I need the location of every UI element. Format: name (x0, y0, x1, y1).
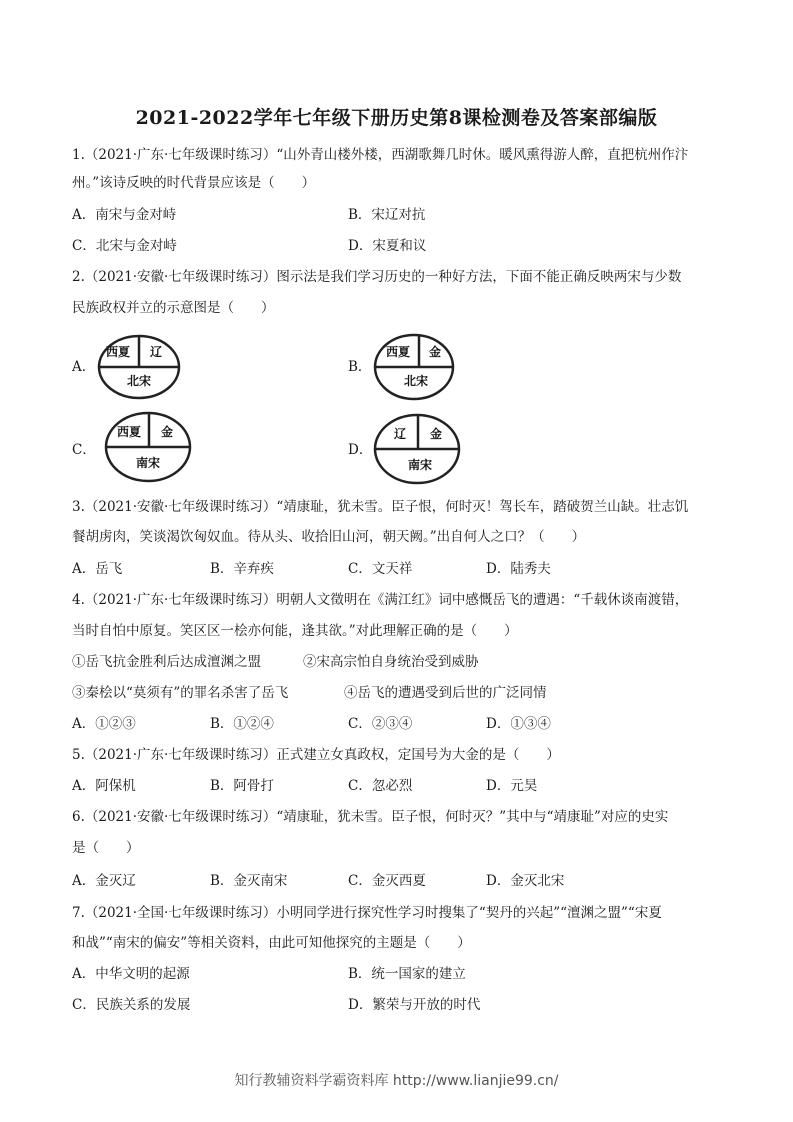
diagram-a-bottom: 北宋 (126, 374, 152, 388)
q2-option-b-letter: B． (348, 359, 372, 375)
q2-option-c-letter: C． (72, 442, 96, 458)
q6-option-a: A．金灭辽 (72, 873, 136, 889)
q2-diagram-b (371, 332, 457, 406)
diagram-c-top-right: 金 (160, 425, 174, 439)
q1-option-b: B．宋辽对抗 (348, 207, 426, 223)
q4-option-b: B．①②④ (210, 716, 274, 732)
page-title: 2021-2022学年七年级下册历史第8课检测卷及答案部编版 (135, 107, 658, 129)
diagram-b-bottom: 北宋 (403, 374, 429, 388)
q4-statement-1: ①岳飞抗金胜利后达成澶渊之盟 (72, 654, 261, 670)
q2-diagram-c (103, 410, 193, 488)
q4-statement-3: ③秦桧以“莫须有”的罪名杀害了岳飞 (72, 685, 289, 701)
q7-option-d: D．繁荣与开放的时代 (348, 997, 481, 1013)
q3-option-c: C．文天祥 (348, 561, 413, 577)
diagram-b-top-left: 西夏 (385, 345, 411, 359)
q2-option-a-letter: A． (72, 359, 96, 375)
diagram-a-top-right: 辽 (149, 345, 163, 359)
q1-option-a: A．南宋与金对峙 (72, 207, 177, 223)
diagram-d-top-left: 辽 (393, 427, 407, 441)
q2-option-d-letter: D． (348, 442, 373, 458)
q6-stem-line1: 6.（2021·安徽·七年级课时练习）“靖康耻，犹未雪。臣子恨，何时灭？”其中与“靖康耻”对应的史实 (72, 809, 669, 825)
diagram-b-top-right: 金 (428, 345, 442, 359)
q1-option-d: D．宋夏和议 (348, 238, 427, 254)
q2-stem-line1: 2.（2021·安徽·七年级课时练习）图示法是我们学习历史的一种好方法，下面不能正确反映两宋与少数 (72, 269, 682, 285)
q7-option-b: B．统一国家的建立 (348, 966, 466, 982)
q3-stem-line1: 3.（2021·安徽·七年级课时练习）“靖康耻，犹未雪。臣子恨，何时灭！驾长车，踏破贺兰山缺。壮志饥 (72, 499, 689, 515)
q7-stem-line2: 和战”“南宋的偏安”等相关资料，由此可知他探究的主题是（ ） (72, 935, 471, 951)
q7-option-a: A．中华文明的起源 (72, 966, 190, 982)
q5-option-c: C．忽必烈 (348, 778, 413, 794)
q3-option-d: D．陆秀夫 (486, 561, 551, 577)
q4-option-c: C．②③④ (348, 716, 413, 732)
diagram-c-top-left: 西夏 (116, 425, 142, 439)
q7-option-c: C．民族关系的发展 (72, 997, 191, 1013)
footer-watermark: 知行教辅资料学霸资料库 http://www.lianjie99.cn/ (234, 1073, 559, 1089)
q5-option-d: D．元昊 (486, 778, 538, 794)
q3-option-b: B．辛弃疾 (210, 561, 274, 577)
diagram-d-top-right: 金 (429, 427, 443, 441)
diagram-d-bottom: 南宋 (407, 458, 433, 472)
q6-option-d: D．金灭北宋 (486, 873, 565, 889)
q2-diagram-a (96, 333, 182, 405)
q5-option-b: B．阿骨打 (210, 778, 274, 794)
q4-statement-4: ④岳飞的遭遇受到后世的广泛同情 (344, 685, 547, 701)
q5-option-a: A．阿保机 (72, 778, 136, 794)
q4-option-d: D．①③④ (486, 716, 551, 732)
q3-stem-line2: 餐胡虏肉，笑谈渴饮匈奴血。待从头、收拾旧山河，朝天阙。”出自何人之口？（ ） (72, 529, 586, 545)
q1-stem-line1: 1.（2021·广东·七年级课时练习）“山外青山楼外楼，西湖歌舞几时休。暖风熏得游人醉，直把杭州作汴 (72, 147, 689, 163)
q6-stem-line2: 是（ ） (72, 840, 140, 856)
q1-option-c: C．北宋与金对峙 (72, 238, 177, 254)
q2-diagram-d (372, 412, 462, 490)
q4-stem-line1: 4.（2021·广东·七年级课时练习）明朝人文徵明在《满江红》词中感慨岳飞的遭遇：“千载休谈南渡错， (72, 592, 689, 608)
q4-stem-line2: 当时自怕中原复。笑区区一桧亦何能，逢其欲。”对此理解正确的是（ ） (72, 623, 518, 639)
q3-option-a: A．岳飞 (72, 561, 123, 577)
q1-stem-line2: 州。”该诗反映的时代背景应该是（ ） (72, 175, 316, 191)
q6-option-c: C．金灭西夏 (348, 873, 426, 889)
q7-stem-line1: 7.（2021·全国·七年级课时练习）小明同学进行探究性学习时搜集了“契丹的兴起”“澶渊之盟”“宋夏 (72, 905, 662, 921)
q4-option-a: A．①②③ (72, 716, 136, 732)
q4-statement-2: ②宋高宗怕自身统治受到威胁 (303, 654, 479, 670)
diagram-c-bottom: 南宋 (135, 456, 161, 470)
diagram-a-top-left: 西夏 (105, 345, 131, 359)
q5-stem-line1: 5.（2021·广东·七年级课时练习）正式建立女真政权，定国号为大金的是（ ） (72, 747, 560, 763)
q6-option-b: B．金灭南宋 (210, 873, 288, 889)
q2-stem-line2: 民族政权并立的示意图是（ ） (72, 300, 275, 316)
